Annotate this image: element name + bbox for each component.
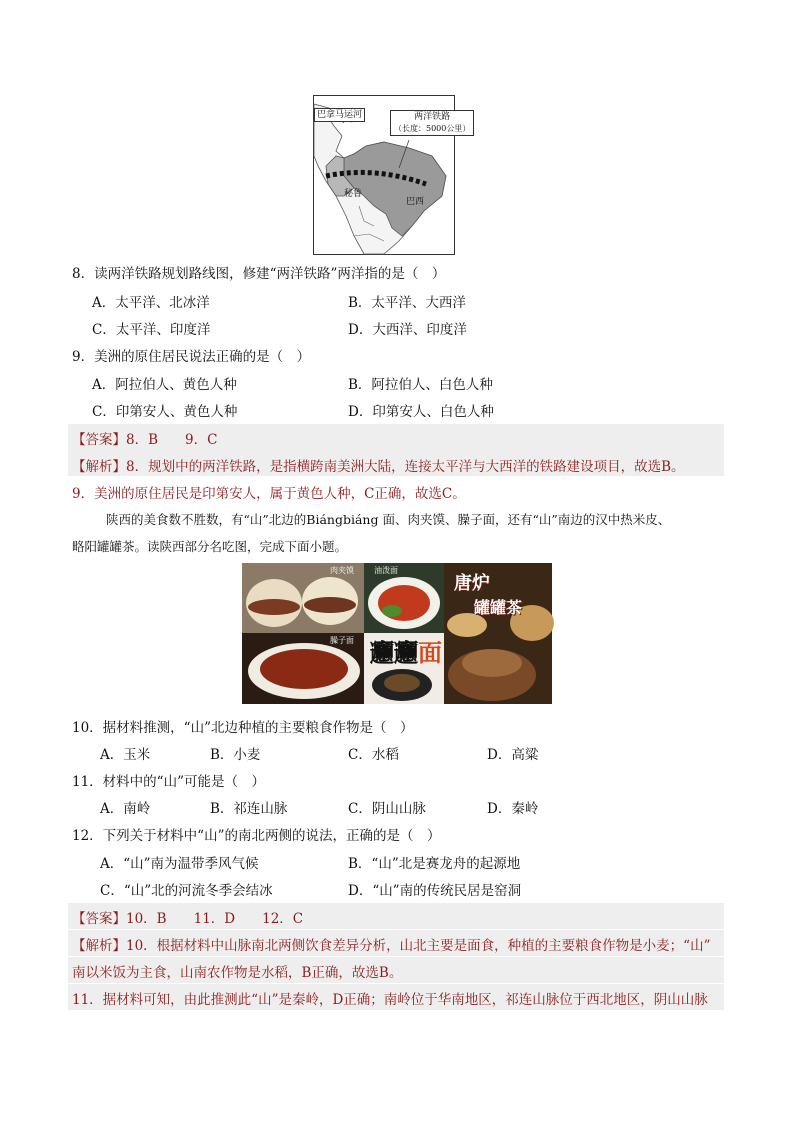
question-9-stem: 9．美洲的原住居民说法正确的是（ ）	[72, 349, 311, 365]
label-youpomian: 油泼面	[374, 566, 398, 575]
question-10-stem: 10．据材料推测，“山”北边种植的主要粮食作物是（ ）	[72, 720, 414, 736]
q8-option-b: B．太平洋、大西洋	[348, 295, 466, 311]
biangbiang-chars: 𰻞𰻞	[370, 639, 418, 667]
peru-label: 秘鲁	[344, 189, 363, 199]
question-8-stem: 8．读两洋铁路规划路线图，修建“两洋铁路”两洋指的是（ ）	[72, 266, 446, 282]
analysis-tag-2: 【解析】	[72, 938, 126, 954]
answer-tag-2: 【答案】	[72, 911, 126, 927]
railway-length: （长度：5000公里）	[394, 124, 471, 133]
q11-option-d: D．秦岭	[487, 801, 539, 817]
material-line-2: 略阳罐罐茶。读陕西部分名吃图，完成下面小题。	[72, 539, 348, 554]
analysis-2-line-1	[72, 934, 710, 954]
analysis-2-text: 10．根据材料中山脉南北两侧饮食差异分析，山北主要是面食，种植的主要粮食作物是小麦；“山”	[126, 938, 711, 954]
q11-option-a: A．南岭	[100, 801, 151, 817]
railway-name: 两洋铁路	[414, 112, 451, 122]
q10-option-c: C．水稻	[348, 747, 399, 763]
question-12-stem: 12．下列关于材料中“山”的南北两侧的说法，正确的是（ ）	[72, 828, 441, 844]
answer-tag: 【答案】	[72, 432, 126, 448]
q12-option-c: C．“山”北的河流冬季会结冰	[100, 883, 273, 899]
label-guanguancha: 罐罐茶	[474, 598, 523, 617]
label-saozimian: 臊子面	[330, 636, 354, 645]
railway-callout	[390, 110, 474, 136]
analysis-text: 8．规划中的两洋铁路，是指横跨南美洲大陆，连接太平洋与大西洋的铁路建设项目，故选B。	[126, 459, 685, 475]
q12-option-d: D．“山”南的传统民居是窑洞	[348, 883, 522, 899]
analysis-2-line-3: 11．据材料可知，由此推测此“山”是秦岭，D正确；南岭位于华南地区，祁连山脉位于西北地区，阴山山脉	[72, 992, 708, 1008]
label-roujiamo: 肉夹馍	[330, 566, 354, 575]
material-line-1: 陕西的美食数不胜数，有“山”北边的Biángbiáng 面、肉夹馍、臊子面，还有“山”南边的汉中热米皮、	[106, 512, 671, 527]
q8-option-d: D．大西洋、印度洋	[348, 322, 467, 338]
analysis-1-line-1	[72, 455, 685, 475]
label-biangbiang	[370, 633, 442, 668]
analysis-2-line-2: 南以米饭为主食，山南农作物是水稻，B正确，故选B。	[72, 965, 403, 981]
q10-option-a: A．玉米	[100, 747, 151, 763]
q9-option-b: B．阿拉伯人、白色人种	[348, 377, 493, 393]
answer-text-2: 10．B 11．D 12．C	[126, 911, 304, 927]
question-11-stem: 11．材料中的“山”可能是（ ）	[72, 774, 265, 790]
q8-option-a: A．太平洋、北冰洋	[92, 295, 210, 311]
brazil-label: 巴西	[406, 197, 425, 207]
label-tanglu: 唐炉	[454, 573, 490, 594]
answer-text: 8．B 9．C	[126, 432, 218, 448]
q11-option-c: C．阴山山脉	[348, 801, 426, 817]
panama-canal-label: 巴拿马运河	[314, 108, 365, 122]
q10-option-b: B．小麦	[210, 747, 261, 763]
answer-2	[72, 907, 303, 927]
railway-map	[313, 95, 471, 255]
answer-1	[72, 428, 217, 448]
q10-option-d: D．高粱	[487, 747, 539, 763]
analysis-tag: 【解析】	[72, 459, 126, 475]
analysis-1-line-2: 9．美洲的原住居民是印第安人，属于黄色人种，C正确，故选C。	[72, 486, 466, 502]
shaanxi-food-collage	[242, 563, 552, 704]
q8-option-c: C．太平洋、印度洋	[92, 322, 211, 338]
q9-option-c: C．印第安人、黄色人种	[92, 404, 238, 420]
mian-char: 面	[418, 639, 442, 667]
q9-option-d: D．印第安人、白色人种	[348, 404, 494, 420]
q11-option-b: B．祁连山脉	[210, 801, 288, 817]
q12-option-b: B．“山”北是赛龙舟的起源地	[348, 856, 521, 872]
q12-option-a: A．“山”南为温带季风气候	[100, 856, 259, 872]
q9-option-a: A．阿拉伯人、黄色人种	[92, 377, 237, 393]
